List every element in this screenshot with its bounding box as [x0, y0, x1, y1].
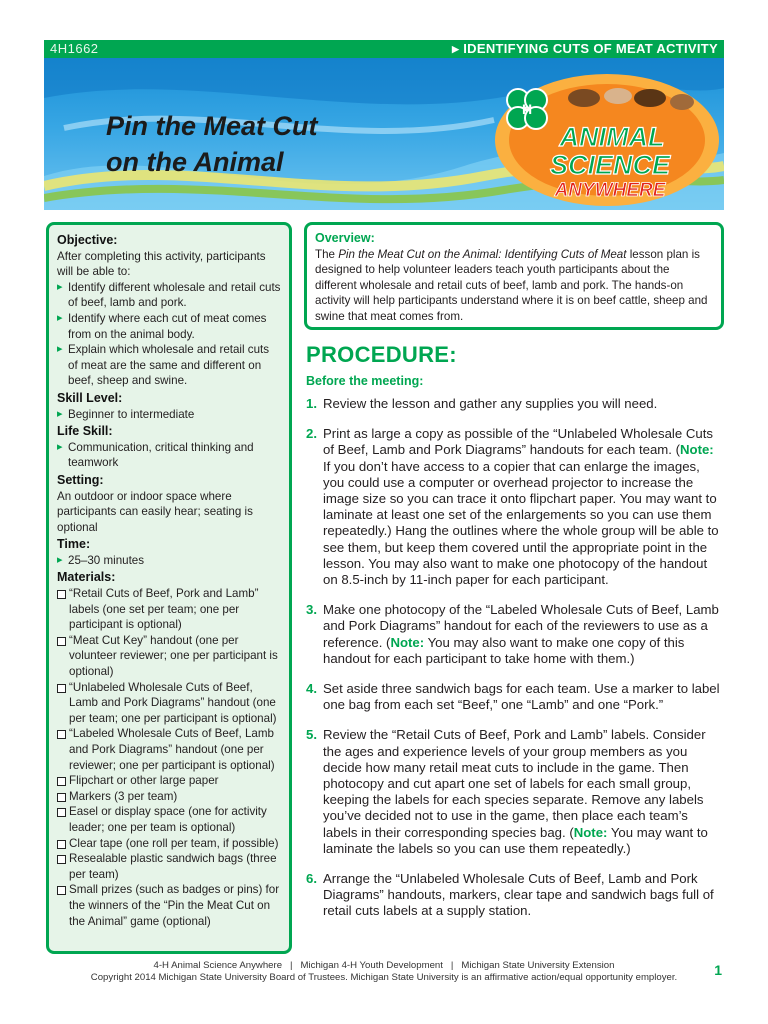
step-text: Print as large a copy as possible of the “Unlabeled Wholesale Cuts of Beef, Lamb and Pork Diagrams” handouts for each team. ( — [323, 426, 713, 458]
step-text-continued: You may also want to make one copy of this handout for each participant to take home with them.) — [323, 634, 685, 666]
life-skill-heading: Life Skill: — [57, 424, 113, 439]
life-skill-item: ▸ Communication, critical thinking and teamwork — [57, 440, 281, 471]
time-item: ▸ 25–30 minutes — [57, 553, 281, 569]
procedure-step — [306, 426, 724, 588]
step-text-continued: If you don’t have access to a copier that can enlarge the images, you could use a computer or overhead projector to increase the image size so you can trace it onto flipchart paper. You may want to laminate at least one set of the enlargements so you can use them repeatedly.) Hang the outlines where the whole group will be able to see them, but keep them covered until the appropriate point in the lesson. You may also want to make one photocopy of the handout on 8.5-inch by 11-inch paper for each participant. — [323, 458, 719, 588]
step-text: Review the lesson and gather any supplies you will need. — [323, 396, 658, 411]
objective-item: ▸ Explain which wholesale and retail cuts of meat are the same and different on beef, sheep and swine. — [57, 342, 281, 389]
footer-credits: 4-H Animal Science Anywhere | Michigan 4-H Youth Development | Michigan State University Extension — [153, 960, 615, 971]
before-meeting-subheading: Before the meeting: — [306, 374, 424, 388]
materials-item: Easel or display space (one for activity leader; one per team is optional) — [57, 804, 281, 835]
step-text: Review the “Retail Cuts of Beef, Pork and Lamb” labels. Consider the ages and experience levels of your group members as you decide how many retail meat cuts to include in the game. Then photocopy and cut apart one set of labels for each small group, keeping the labels for each species separate. Remove any labels you’ve decided not to use in the game, then place each team’s labels in their corresponding species bag. ( — [323, 727, 706, 840]
overview-box — [304, 222, 724, 330]
overview-text — [315, 247, 713, 325]
page-title — [106, 108, 318, 180]
materials-item: “Unlabeled Wholesale Cuts of Beef, Lamb and Pork Diagrams” handout (one per team; one per participant is optional) — [57, 680, 281, 727]
procedure-step — [306, 727, 724, 857]
clover-icon — [507, 89, 547, 129]
banner — [44, 58, 724, 210]
triangle-icon: ▶ — [452, 44, 460, 54]
materials-heading: Materials: — [57, 570, 116, 585]
note-label: Note: — [573, 824, 608, 840]
procedure-heading: PROCEDURE: — [306, 342, 457, 367]
materials-item: Flipchart or other large paper — [57, 773, 281, 789]
procedure-step — [306, 681, 724, 713]
note-label: Note: — [679, 442, 714, 458]
time-heading: Time: — [57, 537, 91, 552]
overview-text-post: lesson plan is designed to help volunteer leaders teach youth participants about the different wholesale and retail cuts of beef, lamb and pork. The hands-on activity will help participants understand where it is on beef cattle, sheep and swine that meat comes from. — [315, 247, 708, 323]
setting-heading: Setting: — [57, 472, 104, 487]
objective-item: ▸ Identify different wholesale and retail cuts of beef, lamb and pork. — [57, 280, 281, 311]
title-line-1: Pin the Meat Cut — [106, 111, 318, 141]
objective-item: ▸ Identify where each cut of meat comes from on the animal body. — [57, 311, 281, 342]
materials-item: “Labeled Wholesale Cuts of Beef, Lamb and Pork Diagrams” handout (one per reviewer; one per participant is optional) — [57, 726, 281, 773]
clover-letter: H — [521, 101, 533, 117]
footer — [44, 960, 724, 984]
step-number: 3. — [306, 602, 317, 618]
procedure-step — [306, 602, 724, 667]
materials-item: Markers (3 per team) — [57, 789, 281, 805]
skill-level-heading: Skill Level: — [57, 390, 123, 405]
procedure-step — [306, 871, 724, 920]
logo-line-3: ANYWHERE — [554, 180, 666, 201]
step-number: 6. — [306, 871, 317, 887]
activity-title — [452, 41, 718, 56]
skill-level-item: ▸ Beginner to intermediate — [57, 407, 281, 423]
materials-item: Resealable plastic sandwich bags (three per team) — [57, 851, 281, 882]
note-label: Note: — [390, 634, 425, 650]
setting-text: An outdoor or indoor space where participants can easily hear; seating is optional — [57, 489, 253, 534]
page-number: 1 — [714, 962, 722, 978]
step-text: Arrange the “Unlabeled Wholesale Cuts of Beef, Lamb and Pork Diagrams” handouts, markers, clear tape and sandwich bags full of retail cuts labels at a supply station. — [323, 871, 714, 919]
materials-item: “Meat Cut Key” handout (one per volunteer reviewer; one per participant is optional) — [57, 633, 281, 680]
materials-item: Clear tape (one roll per team, if possible) — [57, 836, 281, 852]
logo-line-1: ANIMAL — [559, 122, 665, 152]
footer-copyright: Copyright 2014 Michigan State University Board of Trustees. Michigan State University is an affirmative action/equal opportunity employer. — [90, 972, 678, 983]
materials-item: “Retail Cuts of Beef, Pork and Lamb” labels (one set per team; one per participant is optional) — [57, 586, 281, 633]
header-bar — [44, 40, 724, 58]
overview-heading: Overview: — [315, 231, 375, 245]
title-line-2: on the Animal — [106, 147, 284, 177]
objective-heading: Objective: — [57, 233, 118, 247]
procedure-steps — [306, 396, 724, 934]
step-number: 5. — [306, 727, 317, 743]
overview-lesson-title: Pin the Meat Cut on the Animal: Identifying Cuts of Meat — [338, 247, 627, 261]
overview-text-pre: The — [315, 247, 339, 261]
step-number: 2. — [306, 426, 317, 442]
step-number: 4. — [306, 681, 317, 697]
activity-title-text: IDENTIFYING CUTS OF MEAT ACTIVITY — [463, 41, 718, 56]
step-number: 1. — [306, 396, 317, 411]
logo-line-2: SCIENCE — [549, 150, 671, 180]
procedure-step — [306, 396, 724, 412]
materials-item: Small prizes (such as badges or pins) for the winners of the “Pin the Meat Cut on the Animal” game (optional) — [57, 882, 281, 929]
animal-science-anywhere-logo — [492, 68, 722, 208]
sidebar-info-box — [46, 222, 292, 954]
document-code: 4H1662 — [50, 41, 99, 56]
step-text: Set aside three sandwich bags for each team. Use a marker to label one bag from each set “Beef,” one “Lamb” and one “Pork.” — [323, 681, 720, 713]
step-text: Make one photocopy of the “Labeled Wholesale Cuts of Beef, Lamb and Pork Diagrams” handout for each of the reviewers to use as a reference. ( — [323, 602, 719, 650]
objective-intro: After completing this activity, participants will be able to: — [57, 249, 266, 279]
step-text-continued: You may want to laminate the labels so you can use them repeatedly.) — [323, 824, 708, 856]
